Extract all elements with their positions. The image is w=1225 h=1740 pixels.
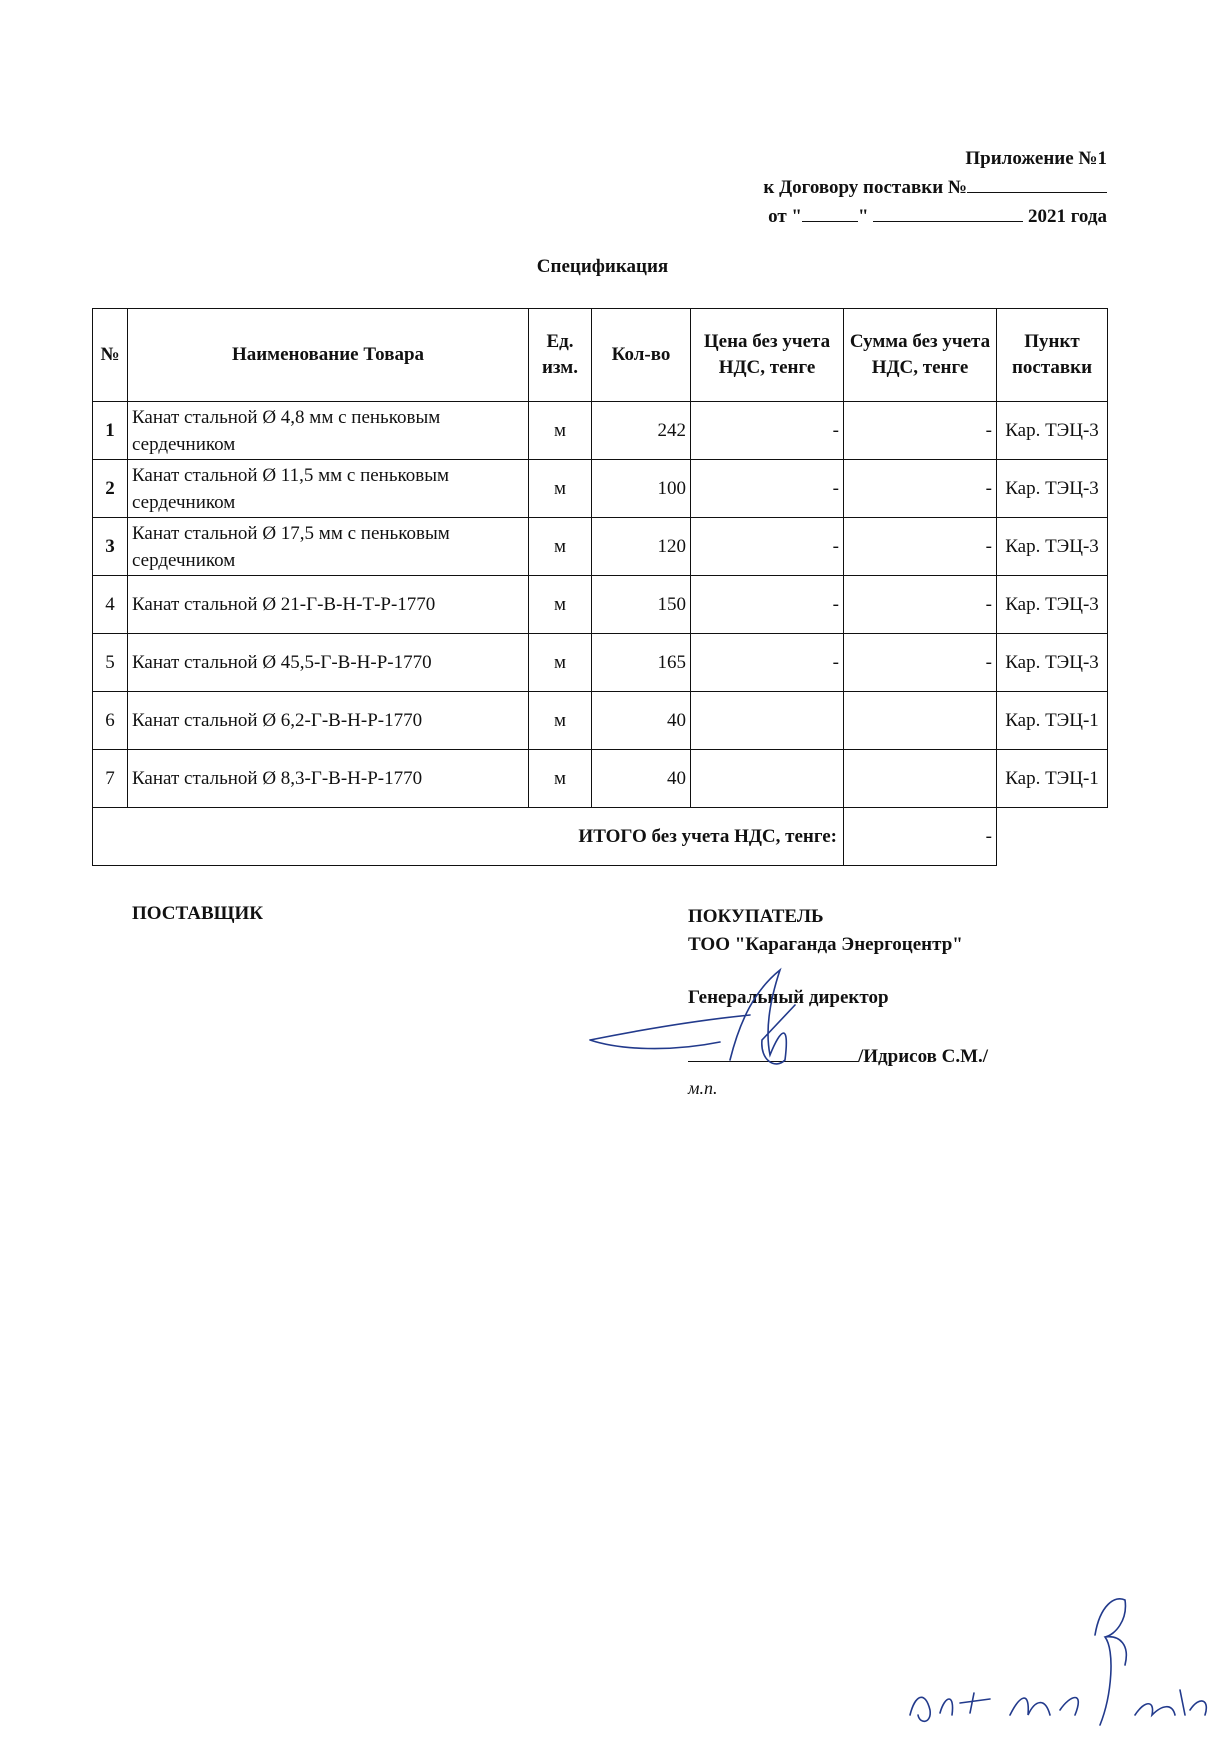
row-sum: - [844,460,997,518]
buyer-block [688,903,963,959]
appendix-number: Приложение №1 [965,148,1107,169]
col-header-point: Пункт поставки [997,309,1108,402]
table-row [93,634,1108,692]
row-qty: 150 [592,576,691,634]
contract-number-label: к Договору поставки № [763,177,967,198]
row-qty: 40 [592,750,691,808]
buyer-position: Генеральный директор [688,987,889,1008]
table-row [93,576,1108,634]
row-sum: - [844,634,997,692]
row-no: 6 [93,692,128,750]
row-name: Канат стальной Ø 6,2-Г-В-Н-Р-1770 [128,692,529,750]
page-initials-mark [900,1575,1220,1735]
buyer-signatory: /Идрисов С.М./ [858,1046,989,1067]
row-name: Канат стальной Ø 17,5 мм с пеньковым сердечником [128,518,529,576]
contract-number-line [763,173,1107,202]
row-unit: м [529,518,592,576]
row-sum [844,692,997,750]
buyer-company: ТОО "Караганда Энергоцентр" [688,934,963,955]
row-price: - [691,402,844,460]
row-no: 1 [93,402,128,460]
row-delivery-point: Кар. ТЭЦ-1 [997,692,1108,750]
row-qty: 242 [592,402,691,460]
row-price [691,750,844,808]
row-delivery-point: Кар. ТЭЦ-3 [997,576,1108,634]
row-no: 3 [93,518,128,576]
col-header-unit: Ед. изм. [529,309,592,402]
row-unit: м [529,692,592,750]
row-name: Канат стальной Ø 4,8 мм с пеньковым сердечником [128,402,529,460]
row-price: - [691,576,844,634]
row-qty: 100 [592,460,691,518]
document-title: Спецификация [536,256,669,277]
row-name: Канат стальной Ø 21-Г-В-Н-Т-Р-1770 [128,576,529,634]
row-delivery-point: Кар. ТЭЦ-3 [997,518,1108,576]
row-name: Канат стальной Ø 8,3-Г-В-Н-Р-1770 [128,750,529,808]
date-prefix: от " [768,206,802,227]
col-header-name: Наименование Товара [128,309,529,402]
date-suffix: 2021 года [1023,206,1107,227]
row-price [691,692,844,750]
date-month-blank[interactable] [873,203,1023,222]
row-sum [844,750,997,808]
row-no: 7 [93,750,128,808]
row-name: Канат стальной Ø 11,5 мм с пеньковым сердечником [128,460,529,518]
row-price: - [691,634,844,692]
total-empty-cell [997,808,1108,866]
row-price: - [691,460,844,518]
row-name: Канат стальной Ø 45,5-Г-В-Н-Р-1770 [128,634,529,692]
total-value: - [844,808,997,866]
row-sum: - [844,576,997,634]
row-sum: - [844,402,997,460]
row-sum: - [844,518,997,576]
row-delivery-point: Кар. ТЭЦ-1 [997,750,1108,808]
row-delivery-point: Кар. ТЭЦ-3 [997,460,1108,518]
col-header-price: Цена без учета НДС, тенге [691,309,844,402]
handwritten-signature [580,960,840,1080]
row-qty: 165 [592,634,691,692]
row-unit: м [529,634,592,692]
row-delivery-point: Кар. ТЭЦ-3 [997,634,1108,692]
row-unit: м [529,402,592,460]
buyer-label: ПОКУПАТЕЛЬ [688,906,824,927]
row-delivery-point: Кар. ТЭЦ-3 [997,402,1108,460]
row-price: - [691,518,844,576]
col-header-no: № [93,309,128,402]
specification-table [92,308,1108,866]
date-mid: " [857,206,874,227]
appendix-header [763,144,1107,231]
row-no: 2 [93,460,128,518]
supplier-label: ПОСТАВЩИК [132,903,264,924]
table-header-row [93,309,1108,402]
table-row [93,692,1108,750]
row-no: 5 [93,634,128,692]
table-row [93,460,1108,518]
row-unit: м [529,460,592,518]
row-unit: м [529,576,592,634]
stamp-place-label: м.п. [688,1078,718,1098]
col-header-qty: Кол-во [592,309,691,402]
date-day-blank[interactable] [802,203,858,222]
row-unit: м [529,750,592,808]
col-header-sum: Сумма без учета НДС, тенге [844,309,997,402]
row-qty: 120 [592,518,691,576]
table-row [93,518,1108,576]
contract-number-blank[interactable] [967,174,1107,193]
total-label: ИТОГО без учета НДС, тенге: [93,808,844,866]
row-no: 4 [93,576,128,634]
contract-date-line [763,202,1107,231]
table-row [93,402,1108,460]
total-row [93,808,1108,866]
row-qty: 40 [592,692,691,750]
table-row [93,750,1108,808]
